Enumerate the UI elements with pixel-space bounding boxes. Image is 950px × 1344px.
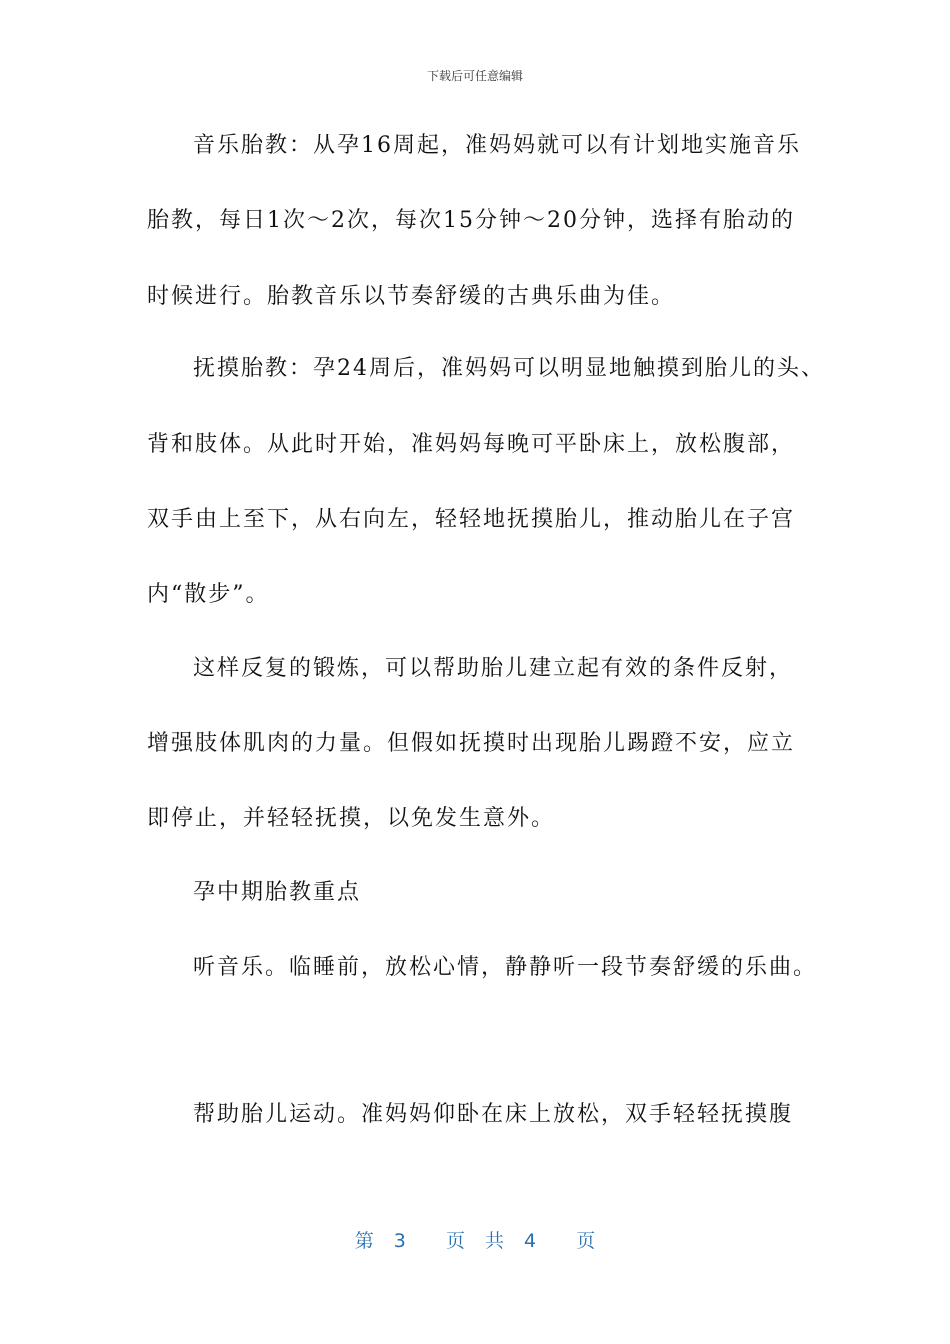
paragraph-line: 背和肢体。从此时开始，准妈妈每晚可平卧床上，放松腹部， — [147, 432, 796, 457]
paragraph-line: 帮助胎儿运动。准妈妈仰卧在床上放松，双手轻轻抚摸腹 — [193, 1102, 794, 1127]
header-note: 下载后可任意编辑 — [426, 69, 523, 83]
paragraph-line: 时候进行。胎教音乐以节奏舒缓的古典乐曲为佳。 — [147, 284, 676, 309]
paragraph-line: 音乐胎教：从孕16周起，准妈妈就可以有计划地实施音乐 — [193, 133, 801, 158]
paragraph-line: 胎教，每日1次～2次，每次15分钟～20分钟，选择有胎动的 — [147, 208, 795, 233]
paragraph-line: 内“散步”。 — [147, 582, 270, 607]
paragraph-line: 双手由上至下，从右向左，轻轻地抚摸胎儿，推动胎儿在子宫 — [147, 507, 796, 532]
paragraph-line: 增强肢体肌肉的力量。但假如抚摸时出现胎儿踢蹬不安，应立 — [147, 731, 796, 756]
paragraph-line: 这样反复的锻炼，可以帮助胎儿建立起有效的条件反射， — [193, 656, 794, 681]
page-number: 第 3 页 共 4 页 — [354, 1230, 596, 1252]
section-heading: 孕中期胎教重点 — [193, 880, 362, 905]
paragraph-line: 听音乐。临睡前，放松心情，静静听一段节奏舒缓的乐曲。 — [193, 955, 818, 980]
paragraph-line: 抚摸胎教：孕24周后，准妈妈可以明显地触摸到胎儿的头、 — [193, 356, 825, 381]
paragraph-line: 即停止，并轻轻抚摸，以免发生意外。 — [147, 806, 556, 831]
